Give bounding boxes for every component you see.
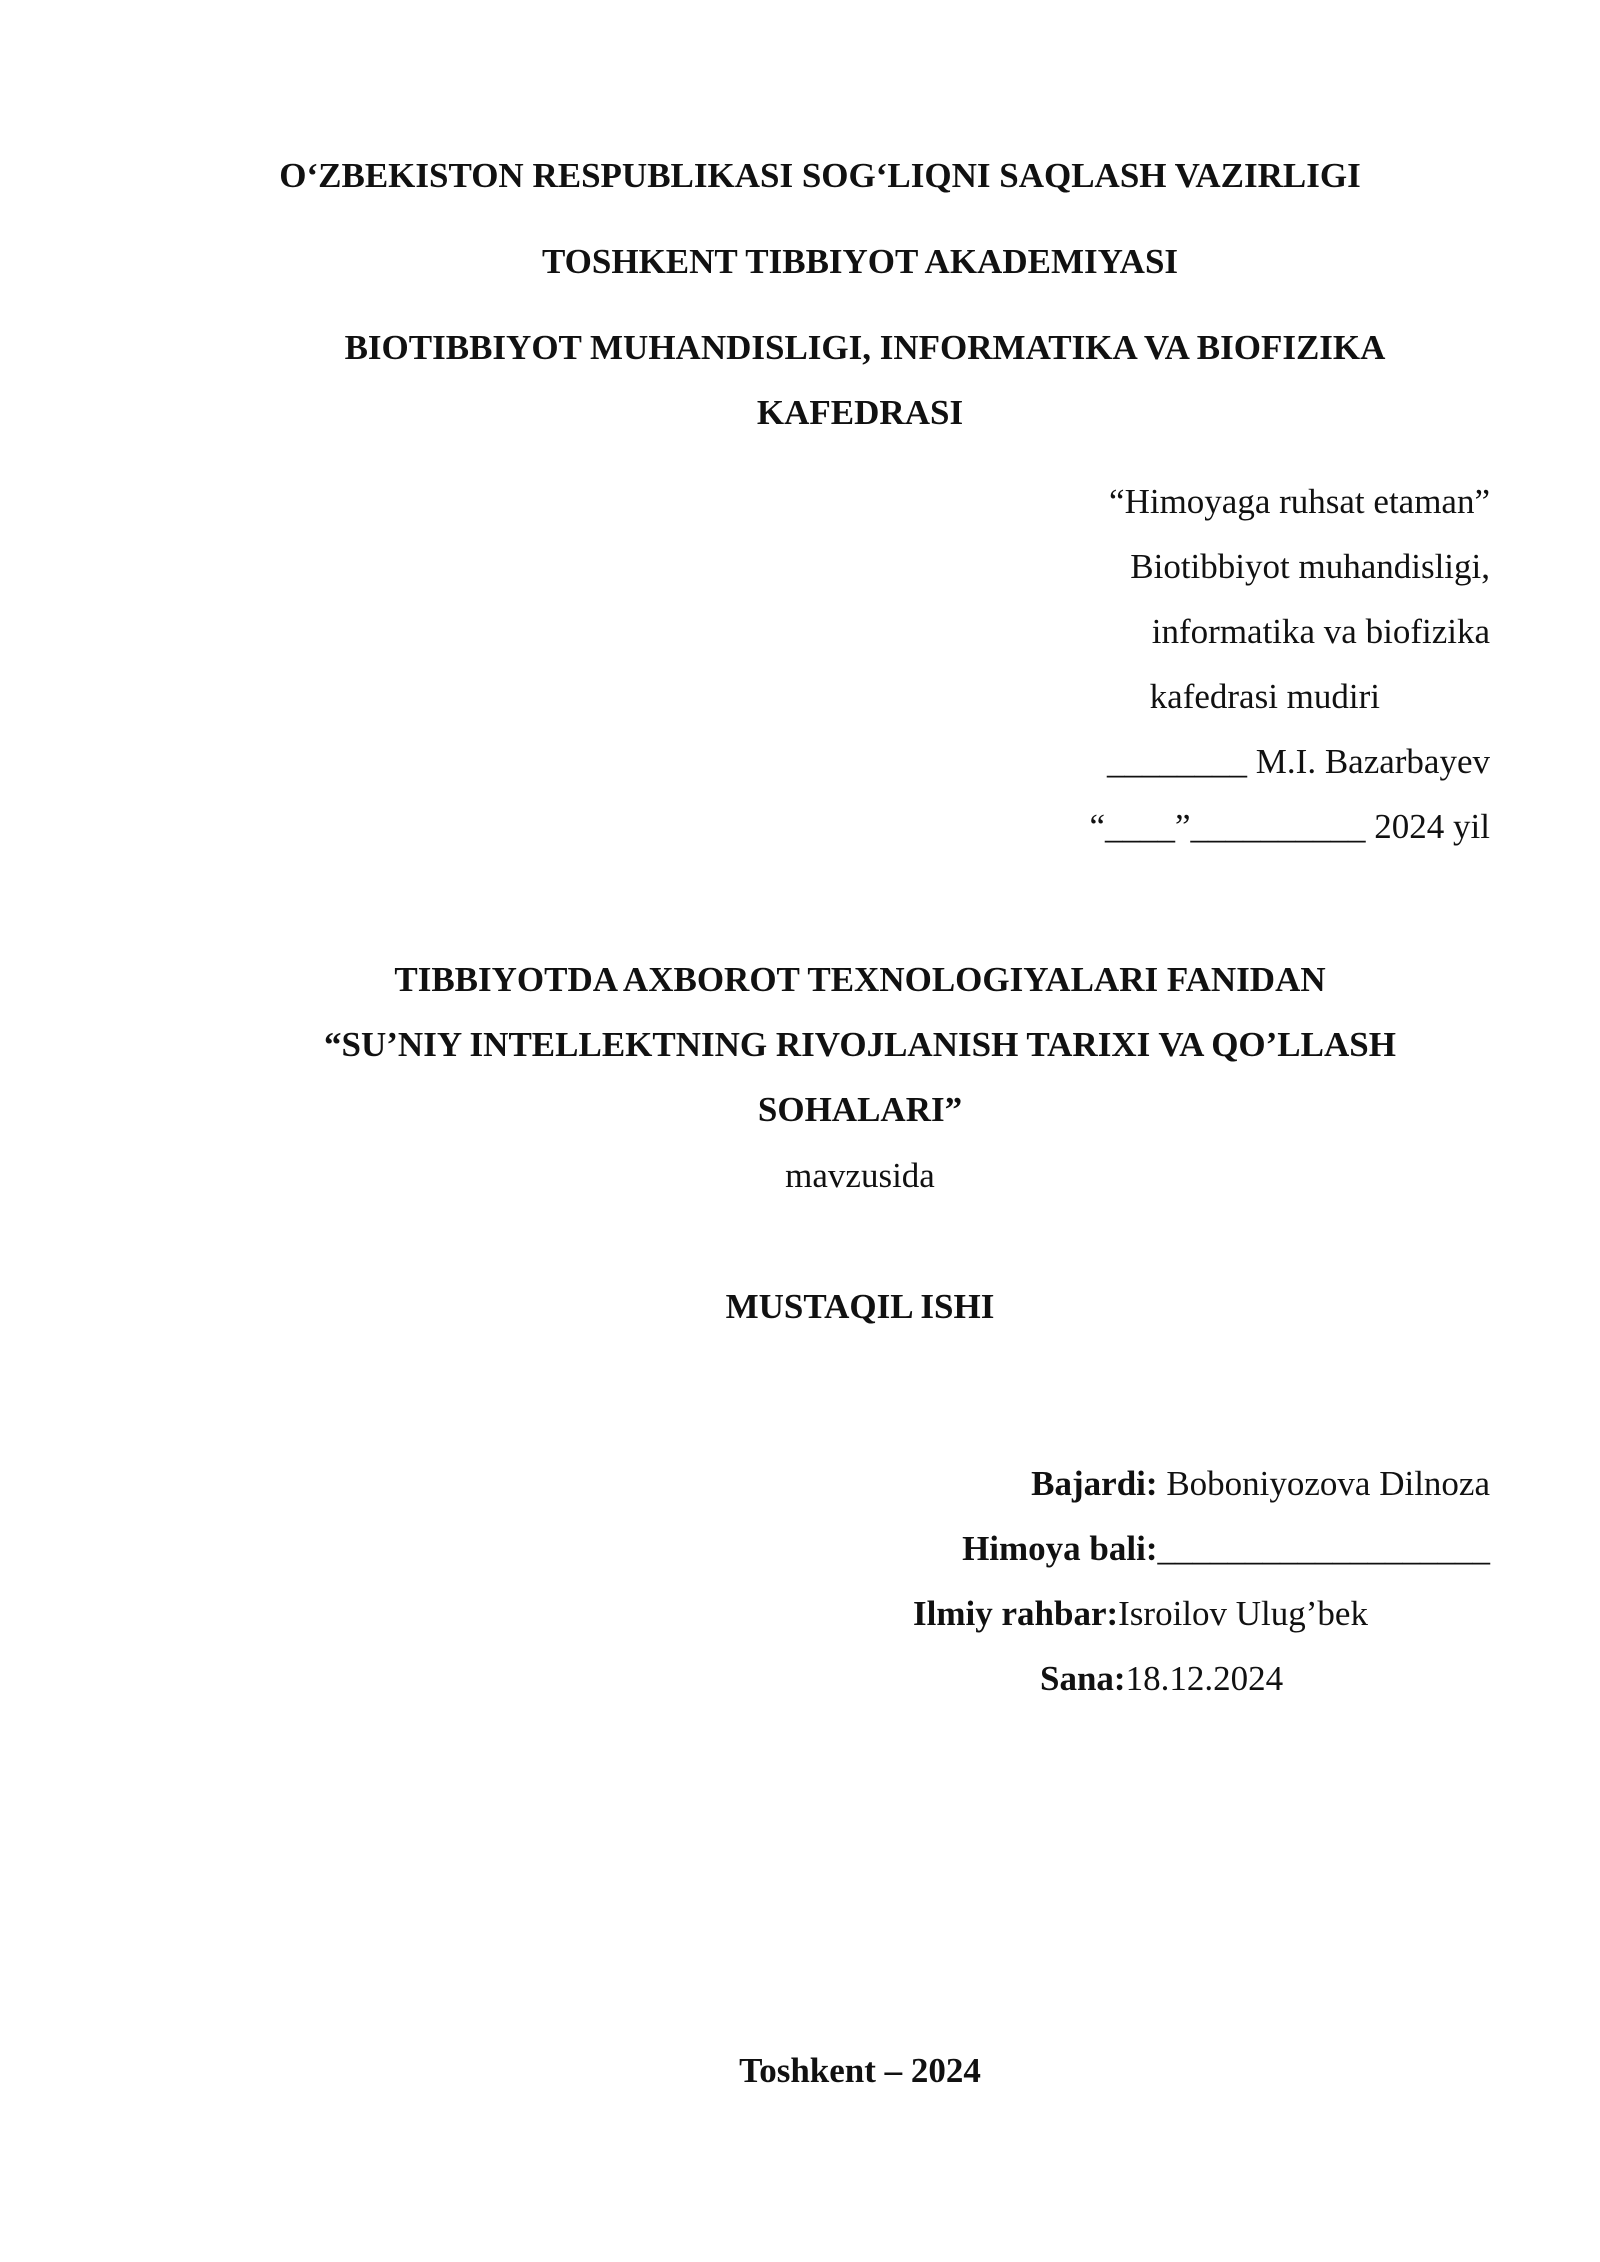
approval-line-3: informatika va biofizika xyxy=(1151,612,1490,651)
grade-row xyxy=(962,1531,1490,1566)
date-row xyxy=(1040,1661,1283,1696)
approval-date: “____”__________ 2024 yil xyxy=(1089,807,1490,846)
approval-heading: “Himoyaga ruhsat etaman” xyxy=(1109,482,1490,521)
grade-value: ___________________ xyxy=(1157,1529,1490,1568)
department-title-line1: BIOTIBBIYOT MUHANDISLIGI, INFORMATIKA VA BIOFIZIKA xyxy=(344,328,1386,367)
topic-title-line2: SOHALARI” xyxy=(757,1090,963,1129)
approval-signature: ________ M.I. Bazarbayev xyxy=(1107,742,1490,781)
topic-suffix: mavzusida xyxy=(785,1156,935,1195)
performed-row xyxy=(1031,1466,1490,1501)
performed-label: Bajardi: xyxy=(1031,1464,1158,1503)
approval-line-4: kafedrasi mudiri xyxy=(1149,677,1380,716)
date-value: 18.12.2024 xyxy=(1125,1659,1284,1698)
supervisor-row xyxy=(913,1596,1368,1631)
grade-label: Himoya bali: xyxy=(962,1529,1158,1568)
work-type-title: MUSTAQIL ISHI xyxy=(725,1287,995,1326)
topic-title-line1: “SU’NIY INTELLEKTNING RIVOJLANISH TARIXI VA QO’LLASH xyxy=(324,1025,1396,1064)
supervisor-value: Isroilov Ulug’bek xyxy=(1118,1594,1368,1633)
academy-title: TOSHKENT TIBBIYOT AKADEMIYASI xyxy=(541,242,1179,281)
footer-place-year: Toshkent – 2024 xyxy=(739,2051,981,2090)
supervisor-label: Ilmiy rahbar: xyxy=(913,1594,1119,1633)
department-title-line2: KAFEDRASI xyxy=(756,393,964,432)
performed-value: Boboniyozova Dilnoza xyxy=(1157,1464,1490,1503)
subject-title: TIBBIYOTDA AXBOROT TEXNOLOGIYALARI FANIDAN xyxy=(394,960,1326,999)
ministry-title: O‘ZBEKISTON RESPUBLIKASI SOG‘LIQNI SAQLASH VAZIRLIGI xyxy=(279,156,1361,195)
date-label: Sana: xyxy=(1040,1659,1126,1698)
approval-line-2: Biotibbiyot muhandisligi, xyxy=(1130,547,1490,586)
